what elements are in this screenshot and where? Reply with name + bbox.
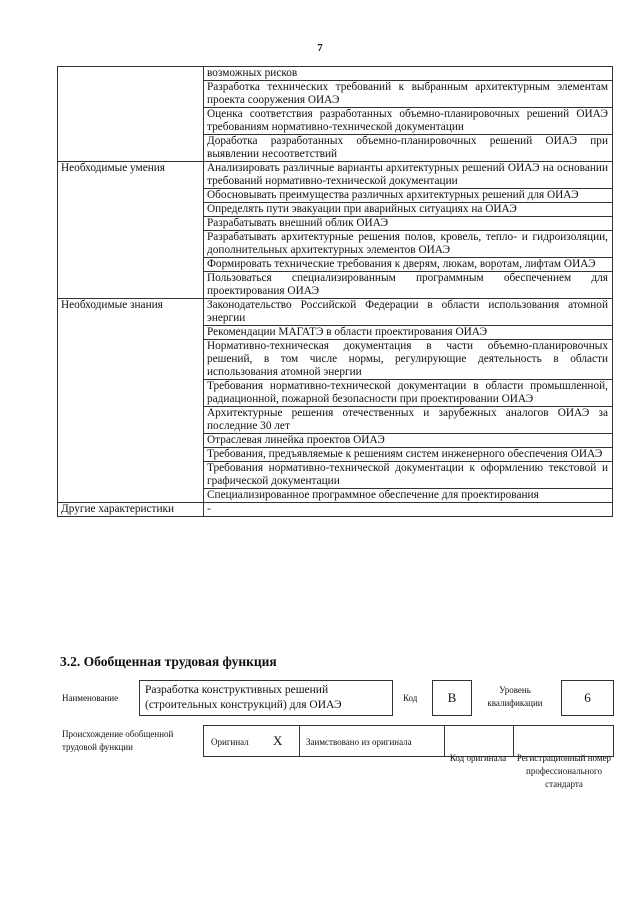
row-item: Обосновывать преимущества различных архитектурных решений для ОИАЭ bbox=[204, 189, 613, 203]
row-item: Требования, предъявляемые к решениям систем инженерного обеспечения ОИАЭ bbox=[204, 448, 613, 462]
page-number: 7 bbox=[317, 42, 323, 54]
row-item: Определять пути эвакуации при аварийных ситуациях на ОИАЭ bbox=[204, 203, 613, 217]
borrowed-label: Заимствовано из оригинала bbox=[306, 737, 412, 747]
level-label: Уровень квалификации bbox=[487, 685, 543, 708]
table-row bbox=[58, 162, 613, 189]
row-item: Формировать технические требования к дверям, люкам, воротам, лифтам ОИАЭ bbox=[204, 258, 613, 272]
table-row bbox=[58, 299, 613, 326]
level-value: 6 bbox=[584, 690, 591, 705]
row-item: Нормативно-техническая документация в части объемно-планировочных решений, в том числе нормы, регулирующие деятельность в области использования атомной энергии bbox=[204, 340, 613, 380]
row-item: Разработка технических требований к выбранным архитектурным элементам проекта сооружения ОИАЭ bbox=[204, 81, 613, 108]
level-value-box bbox=[561, 680, 614, 716]
row-item: Специализированное программное обеспечение для проектирования bbox=[204, 489, 613, 503]
row-item: Оценка соответствия разработанных объемно-планировочных решений ОИАЭ требованиям нормативно-технической документации bbox=[204, 108, 613, 135]
row-label bbox=[58, 67, 204, 162]
row-item: - bbox=[204, 503, 613, 517]
row-label: Необходимые знания bbox=[58, 299, 204, 503]
table-row bbox=[58, 503, 613, 517]
code-value-box bbox=[432, 680, 472, 716]
row-item: Законодательство Российской Федерации в области использования атомной энергии bbox=[204, 299, 613, 326]
function-name-box bbox=[139, 680, 393, 716]
original-mark: X bbox=[273, 733, 283, 748]
row-item: Разрабатывать архитектурные решения полов, кровель, тепло- и гидроизоляции, дополнительных архитектурных элементов ОИАЭ bbox=[204, 231, 613, 258]
code-value: B bbox=[447, 690, 457, 705]
section-title: 3.2. Обобщенная трудовая функция bbox=[60, 654, 277, 669]
row-item: Доработка разработанных объемно-планировочных решений ОИАЭ при выявлении несоответствий bbox=[204, 135, 613, 162]
row-item: Архитектурные решения отечественных и зарубежных аналогов ОИАЭ за последние 30 лет bbox=[204, 407, 613, 434]
row-label: Другие характеристики bbox=[58, 503, 204, 517]
row-item: Пользоваться специализированным программным обеспечением для проектирования ОИАЭ bbox=[204, 272, 613, 299]
row-item: Анализировать различные варианты архитектурных решений ОИАЭ на основании требований нормативно-технической документации bbox=[204, 162, 613, 189]
row-item: Рекомендации МАГАТЭ в области проектирования ОИАЭ bbox=[204, 326, 613, 340]
competency-table bbox=[57, 66, 613, 517]
origin-divider-2 bbox=[444, 725, 445, 757]
original-label: Оригинал bbox=[211, 737, 249, 747]
reg-number-caption: Регистрационный номер профессионального стандарта bbox=[516, 753, 612, 789]
row-label: Необходимые умения bbox=[58, 162, 204, 299]
row-item: возможных рисков bbox=[204, 67, 613, 81]
name-label: Наименование bbox=[62, 693, 119, 703]
row-item: Требования нормативно-технической документации к оформлению текстовой и графической документации bbox=[204, 462, 613, 489]
row-item: Разрабатывать внешний облик ОИАЭ bbox=[204, 217, 613, 231]
origin-divider-1 bbox=[299, 725, 300, 757]
code-label: Код bbox=[403, 693, 418, 703]
row-item: Требования нормативно-технической документации в области промышленной, радиационной, пожарной безопасности при проектировании ОИАЭ bbox=[204, 380, 613, 407]
function-name-value: Разработка конструктивных решений (строительных конструкций) для ОИАЭ bbox=[145, 684, 342, 711]
origin-label: Происхождение обобщенной трудовой функции bbox=[62, 729, 174, 752]
code-original-caption: Код оригинала bbox=[449, 753, 507, 763]
table-row bbox=[58, 67, 613, 81]
row-item: Отраслевая линейка проектов ОИАЭ bbox=[204, 434, 613, 448]
